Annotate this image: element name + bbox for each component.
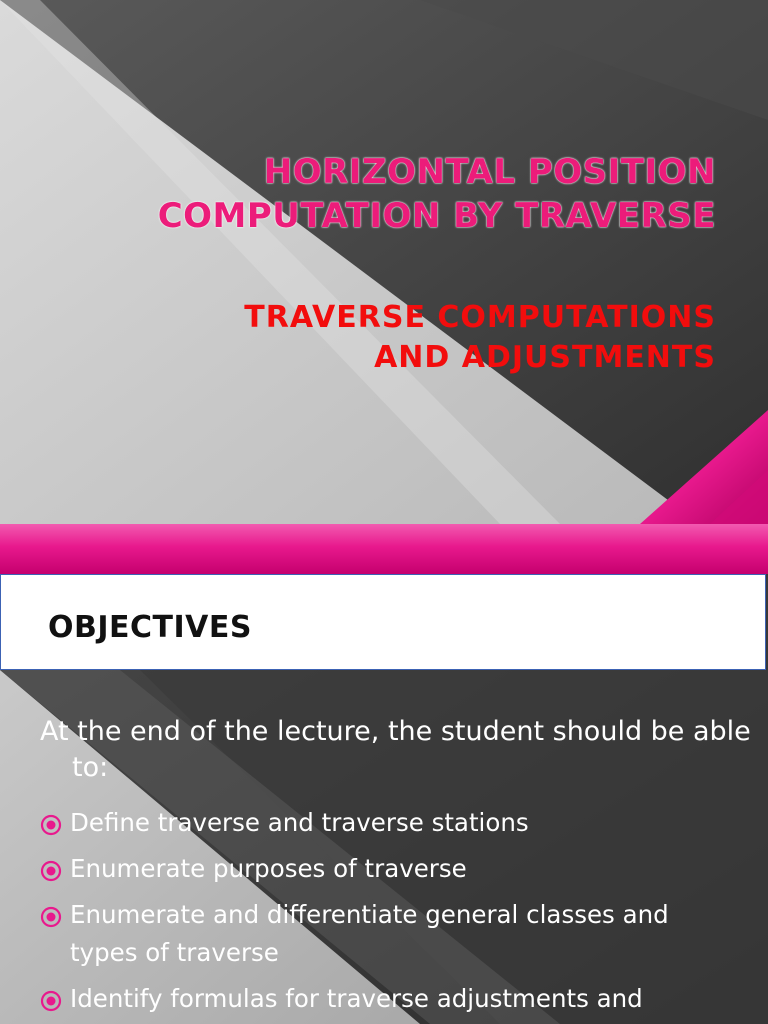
objective-item [38,804,738,842]
objectives-list [38,804,738,1024]
objective-item [38,896,738,972]
accent-band [0,524,768,574]
objective-item [38,850,738,888]
objective-item [38,980,738,1018]
objective-text: Define traverse and traverse stations [70,808,529,837]
objective-text: Enumerate purposes of traverse [70,854,467,883]
objectives-intro: At the end of the lecture, the student should be able to: [40,716,751,783]
presentation-subtitle [76,298,716,378]
title-line-2: COMPUTATION BY TRAVERSE [157,196,716,236]
title-line-1: HORIZONTAL POSITION [263,152,716,192]
presentation-title [76,150,716,238]
target-bullet-icon [40,860,62,882]
target-bullet-icon [40,814,62,836]
objectives-slide [0,524,768,1024]
subtitle-line-2: AND ADJUSTMENTS [374,340,716,375]
objectives-heading: OBJECTIVES [48,610,252,645]
target-bullet-icon [40,906,62,928]
objective-text: Enumerate and differentiate general classes and types of traverse [70,900,669,967]
target-bullet-icon [40,990,62,1012]
objective-text: Identify formulas for traverse adjustments and [70,984,643,1013]
subtitle-line-1: TRAVERSE COMPUTATIONS [244,300,716,335]
